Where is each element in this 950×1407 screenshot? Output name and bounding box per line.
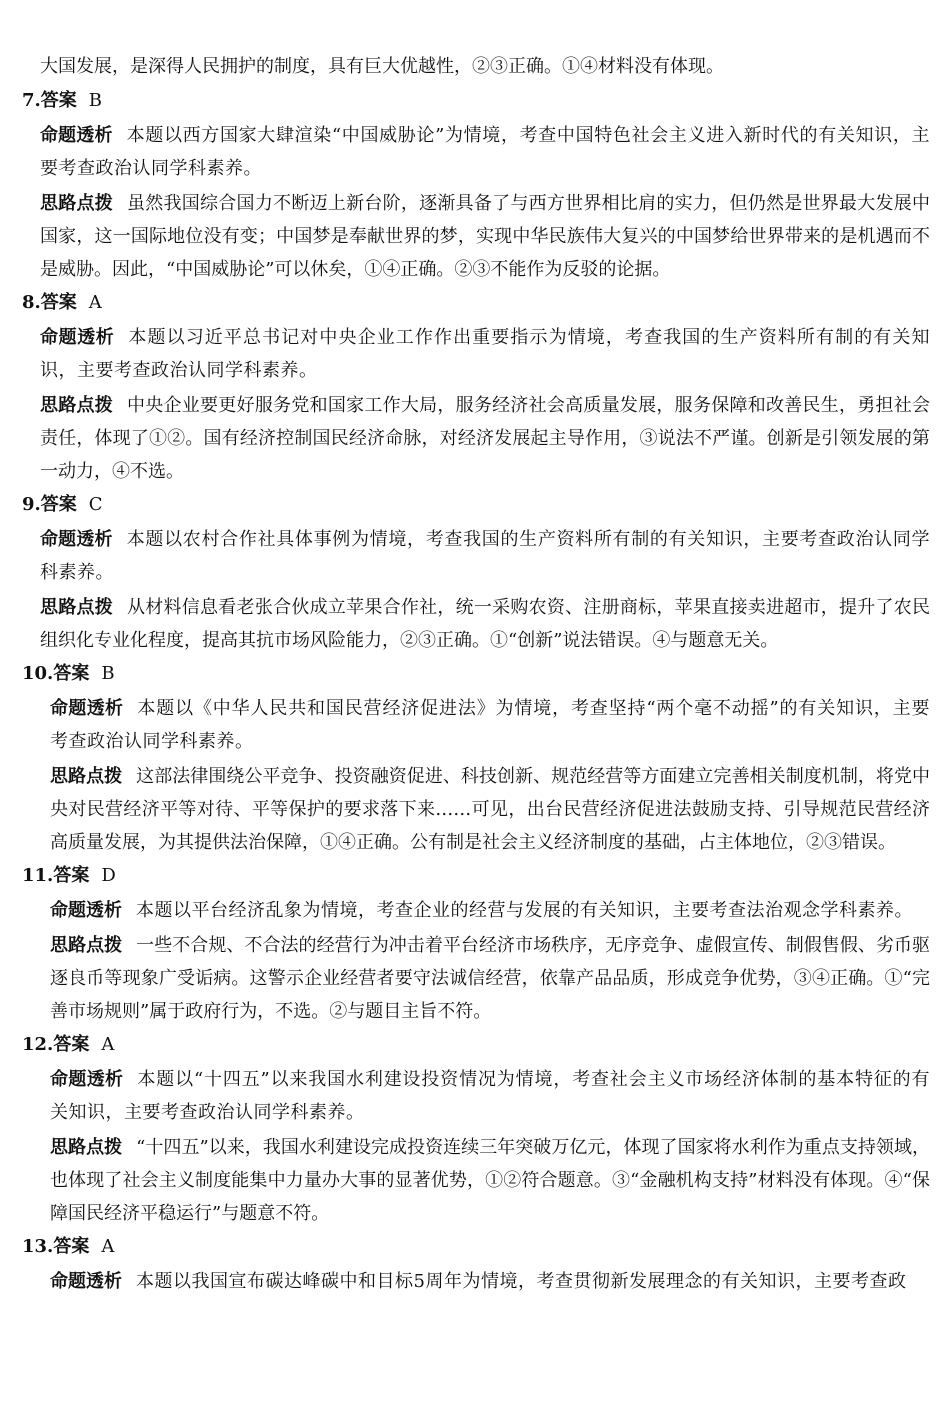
tou-label: 命题透析 bbox=[40, 125, 113, 146]
answer-label: 答案 bbox=[53, 663, 90, 684]
tou-paragraph bbox=[40, 321, 930, 387]
si-text: 从材料信息看老张合伙成立苹果合作社，统一采购农资、注册商标，苹果直接卖进超市，提升了农民组织化专业化程度，提高其抗市场风险能力，②③正确。①“创新”说法错误。④与题意无关。 bbox=[40, 597, 931, 651]
answer-label: 答案 bbox=[53, 1034, 90, 1055]
si-paragraph bbox=[50, 1131, 930, 1230]
answer-label: 答案 bbox=[40, 494, 77, 515]
answer-label: 答案 bbox=[53, 1236, 90, 1257]
si-paragraph bbox=[50, 929, 930, 1028]
continuation-text: 大国发展，是深得人民拥护的制度，具有巨大优越性，②③正确。①④材料没有体现。 bbox=[40, 56, 724, 77]
answer-line bbox=[22, 86, 930, 116]
si-paragraph bbox=[50, 760, 930, 859]
answer-value: B bbox=[88, 90, 103, 111]
question-number: 10. bbox=[22, 663, 54, 684]
answer-value: C bbox=[88, 494, 103, 515]
tou-label: 命题透析 bbox=[50, 900, 122, 921]
si-label: 思路点拨 bbox=[40, 597, 114, 618]
tou-paragraph bbox=[50, 692, 930, 758]
si-text: “十四五”以来，我国水利建设完成投资连续三年突破万亿元，体现了国家将水利作为重点支持领域，也体现了社会主义制度能集中力量办大事的显著优势，①②符合题意。③“金融机构支持”材料没有体现。④“保障国民经济平稳运行”与题意不符。 bbox=[50, 1137, 931, 1224]
answer-label: 答案 bbox=[53, 865, 90, 886]
tou-label: 命题透析 bbox=[40, 529, 113, 550]
si-label: 思路点拨 bbox=[40, 193, 114, 214]
question-10 bbox=[22, 659, 931, 859]
question-7 bbox=[22, 86, 931, 286]
answer-value: D bbox=[101, 865, 116, 886]
tou-text: 本题以“十四五”以来我国水利建设投资情况为情境，考查社会主义市场经济体制的基本特征的有关知识，主要考查政治认同学科素养。 bbox=[50, 1069, 931, 1123]
tou-label: 命题透析 bbox=[40, 327, 115, 348]
tou-paragraph bbox=[40, 119, 930, 185]
answer-label: 答案 bbox=[40, 292, 77, 313]
question-number: 9. bbox=[22, 494, 41, 515]
answer-line bbox=[22, 490, 930, 520]
si-paragraph bbox=[40, 591, 930, 657]
si-label: 思路点拨 bbox=[40, 395, 114, 416]
tou-text: 本题以我国宣布碳达峰碳中和目标5周年为情境，考查贯彻新发展理念的有关知识，主要考查政 bbox=[136, 1271, 907, 1292]
answer-line bbox=[22, 288, 930, 318]
si-text: 虽然我国综合国力不断迈上新台阶，逐渐具备了与西方世界相比肩的实力，但仍然是世界最大发展中国家，这一国际地位没有变；中国梦是奉献世界的梦，实现中华民族伟大复兴的中国梦给世界带来的是机遇而不是威胁。因此，“中国威胁论”可以休矣，①④正确。②③不能作为反驳的论据。 bbox=[40, 193, 931, 280]
question-number: 13. bbox=[22, 1236, 54, 1257]
si-label: 思路点拨 bbox=[50, 766, 123, 787]
answer-value: A bbox=[101, 1236, 115, 1257]
answer-value: B bbox=[101, 663, 115, 684]
si-paragraph bbox=[40, 389, 930, 488]
si-label: 思路点拨 bbox=[50, 935, 123, 956]
question-11 bbox=[22, 861, 930, 1028]
tou-paragraph bbox=[50, 1265, 930, 1298]
question-number: 11. bbox=[22, 865, 54, 886]
answer-line bbox=[22, 1232, 930, 1262]
tou-label: 命题透析 bbox=[50, 1069, 124, 1090]
tou-paragraph bbox=[40, 523, 930, 589]
question-number: 7. bbox=[22, 90, 41, 111]
tou-label: 命题透析 bbox=[50, 698, 124, 719]
answer-line bbox=[22, 861, 930, 891]
si-text: 这部法律围绕公平竞争、投资融资促进、科技创新、规范经营等方面建立完善相关制度机制，将党中央对民营经济平等对待、平等保护的要求落下来……可见，出台民营经济促进法鼓励支持、引导规范民营经济高质量发展，为其提供法治保障，①④正确。公有制是社会主义经济制度的基础，占主体地位，②③错误。 bbox=[50, 766, 930, 853]
question-13 bbox=[22, 1232, 930, 1298]
tou-text: 本题以农村合作社具体事例为情境，考查我国的生产资料所有制的有关知识，主要考查政治认同学科素养。 bbox=[40, 529, 931, 583]
tou-text: 本题以平台经济乱象为情境，考查企业的经营与发展的有关知识，主要考查法治观念学科素养。 bbox=[136, 900, 913, 921]
question-number: 12. bbox=[22, 1034, 54, 1055]
question-8 bbox=[22, 288, 931, 488]
question-number: 8. bbox=[22, 292, 41, 313]
tou-paragraph bbox=[50, 894, 930, 927]
tou-label: 命题透析 bbox=[50, 1271, 122, 1292]
si-text: 中央企业要更好服务党和国家工作大局，服务经济社会高质量发展，服务保障和改善民生，勇担社会责任，体现了①②。国有经济控制国民经济命脉，对经济发展起主导作用，③说法不严谨。创新是引领发展的第一动力，④不选。 bbox=[40, 395, 931, 482]
question-12 bbox=[22, 1030, 931, 1230]
document-page bbox=[22, 52, 931, 1300]
tou-text: 本题以习近平总书记对中央企业工作作出重要指示为情境，考查我国的生产资料所有制的有关知识，主要考查政治认同学科素养。 bbox=[40, 327, 931, 381]
answer-line bbox=[22, 659, 930, 689]
answer-value: A bbox=[101, 1034, 115, 1055]
tou-text: 本题以《中华人民共和国民营经济促进法》为情境，考查坚持“两个毫不动摇”的有关知识，主要考查政治认同学科素养。 bbox=[50, 698, 931, 752]
answer-value: A bbox=[88, 292, 102, 313]
si-label: 思路点拨 bbox=[50, 1137, 123, 1158]
tou-text: 本题以西方国家大肆渲染“中国威胁论”为情境，考查中国特色社会主义进入新时代的有关知识，主要考查政治认同学科素养。 bbox=[40, 125, 931, 179]
si-text: 一些不合规、不合法的经营行为冲击着平台经济市场秩序，无序竞争、虚假宣传、制假售假、劣币驱逐良币等现象广受诟病。这警示企业经营者要守法诚信经营，依靠产品品质，形成竞争优势，③④正确。①“完善市场规则”属于政府行为，不选。②与题目主旨不符。 bbox=[50, 935, 930, 1022]
answer-label: 答案 bbox=[40, 90, 77, 111]
si-paragraph bbox=[40, 187, 930, 286]
question-9 bbox=[22, 490, 931, 657]
answer-line bbox=[22, 1030, 930, 1060]
tou-paragraph bbox=[50, 1063, 930, 1129]
